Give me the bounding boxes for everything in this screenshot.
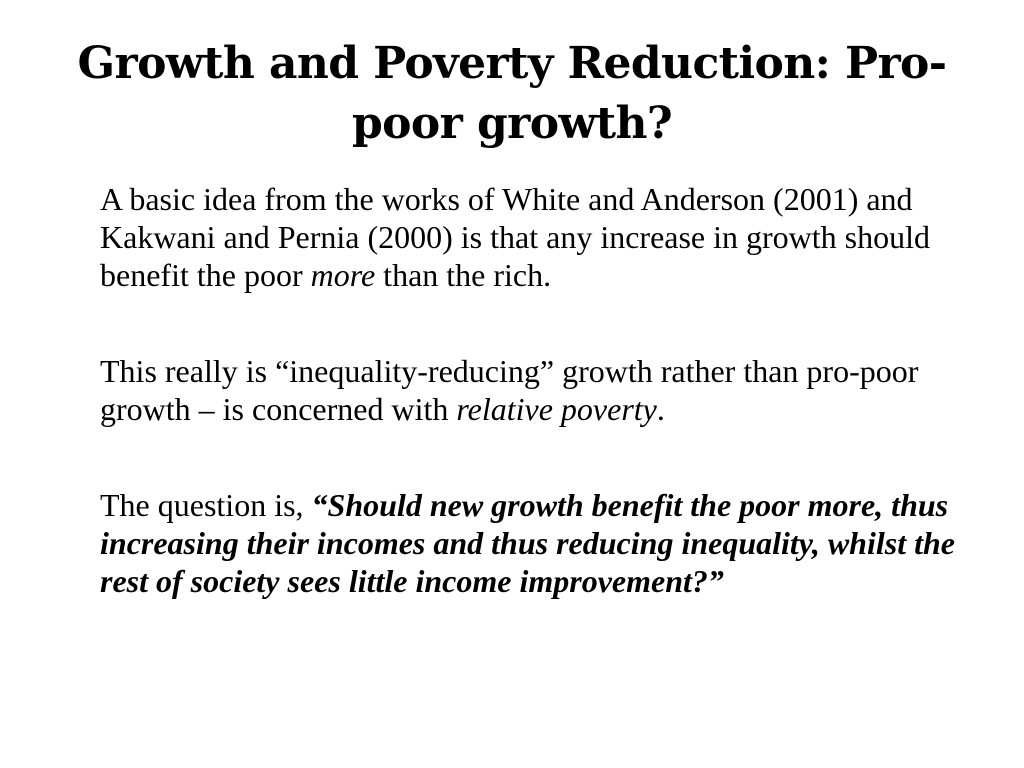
slide-title: Growth and Poverty Reduction: Pro-poor growth? xyxy=(77,38,947,149)
paragraph-basic-idea xyxy=(100,180,964,294)
paragraph-text: The question is, xyxy=(100,487,312,523)
paragraph-inequality-reducing xyxy=(100,352,964,428)
paragraph-text: than the rich. xyxy=(375,257,552,293)
paragraph-text: This really is “inequality-reducing” growth rather than pro-poor growth – is concerned with xyxy=(100,353,919,427)
paragraph-text: A basic idea from the works of White and Anderson (2001) and Kakwani and Pernia (2000) is that any increase in growth should benefit the poor xyxy=(100,181,931,293)
emphasis-relative-poverty: relative poverty xyxy=(456,391,657,427)
emphasis-more: more xyxy=(310,257,376,293)
paragraph-text: . xyxy=(656,391,665,427)
slide-body xyxy=(100,180,964,600)
question-quote: “Should new growth benefit the poor more, thus increasing their incomes and thus reducing inequality, whilst the rest of society sees little income improvement?” xyxy=(100,487,955,599)
paragraph-question xyxy=(100,486,964,600)
